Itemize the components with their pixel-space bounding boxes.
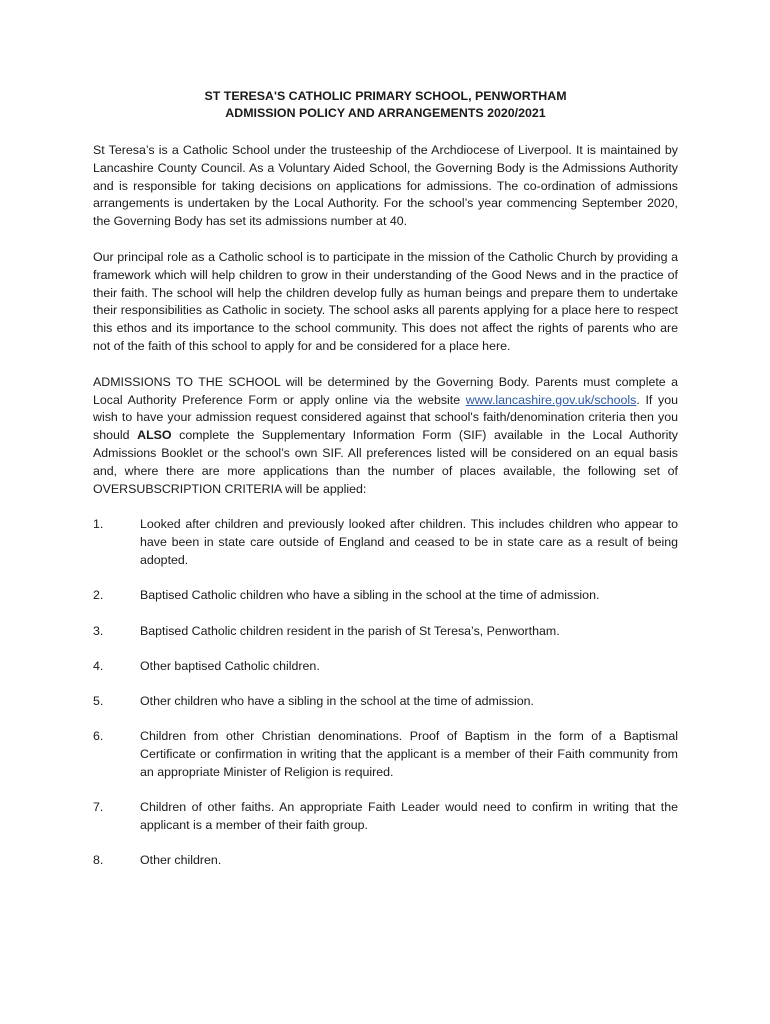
criteria-number: 1. bbox=[93, 517, 104, 532]
criteria-item bbox=[93, 658, 678, 676]
intro-paragraph: St Teresa’s is a Catholic School under the trusteeship of the Archdiocese of Liverpool. It is maintained by Lancashire County Council. As a Voluntary Aided School, the Governing Body is the Admissions Authority and is responsible for taking decisions on applications for admissions. The co-ordination of admissions arrangements is undertaken by the Local Authority. For the school’s year commencing September 2020, the Governing Body has set its admissions number at 40. bbox=[93, 143, 678, 229]
mission-paragraph: Our principal role as a Catholic school is to participate in the mission of the Catholic Church by providing a framework which will help children to grow in their understanding of the Good News and in the practice of their faith. The school will help the children develop fully as human beings and prepare them to undertake their responsibilities as Catholic in society. The school asks all parents applying for a place here to respect this ethos and its importance to the school community. This does not affect the rights of parents who are not of the faith of this school to apply for and be considered for a place here. bbox=[93, 249, 678, 353]
admissions-paragraph bbox=[93, 374, 678, 499]
admissions-text-3: complete the Supplementary Information Form (SIF) available in the Local Authority Admissions Booklet or the school’s own SIF. All preferences listed will be considered on an equal basis and, where there are more applications than the number of places available, the following set of OVERSUBSCRIPTION CRITERIA will be applied: bbox=[93, 428, 678, 496]
criteria-number: 7. bbox=[93, 800, 104, 815]
criteria-number: 8. bbox=[93, 853, 104, 868]
criteria-number: 6. bbox=[93, 729, 104, 744]
title-line-1: ST TERESA'S CATHOLIC PRIMARY SCHOOL, PENWORTHAM bbox=[204, 89, 567, 103]
criteria-number: 5. bbox=[93, 694, 104, 709]
criteria-number: 3. bbox=[93, 623, 104, 638]
admissions-text-1: ADMISSIONS TO THE SCHOOL will be determined by the Governing Body. Parents must complete a Local Authority Preference Form or apply online via the website bbox=[93, 374, 678, 407]
criteria-text: Looked after children and previously looked after children. This includes children who appear to have been in state care outside of England and ceased to be in state care as a result of being adopted. bbox=[140, 517, 678, 567]
criteria-text: Other children. bbox=[140, 853, 222, 868]
criteria-text: Other children who have a sibling in the school at the time of admission. bbox=[140, 694, 534, 709]
criteria-item bbox=[93, 799, 678, 835]
criteria-text: Children from other Christian denominations. Proof of Baptism in the form of a Baptismal Certificate or confirmation in writing that the applicant is a member of their Faith community from an appropriate Minister of Religion is required. bbox=[140, 729, 678, 780]
criteria-text: Other baptised Catholic children. bbox=[140, 658, 320, 673]
document-page bbox=[93, 88, 678, 888]
oversubscription-criteria-list bbox=[93, 516, 678, 870]
criteria-number: 2. bbox=[93, 588, 104, 603]
criteria-text: Baptised Catholic children resident in the parish of St Teresa’s, Penwortham. bbox=[140, 623, 560, 638]
criteria-item bbox=[93, 852, 678, 870]
admissions-text-2: . If you wish to have your admission request considered against that school's faith/denomination criteria then you should bbox=[93, 392, 678, 443]
criteria-item bbox=[93, 587, 678, 605]
criteria-item bbox=[93, 623, 678, 641]
lancashire-schools-link[interactable]: www.lancashire.gov.uk/schools bbox=[465, 392, 637, 407]
criteria-item bbox=[93, 728, 678, 781]
page-title bbox=[93, 88, 678, 122]
criteria-text: Children of other faiths. An appropriate Faith Leader would need to confirm in writing that the applicant is a member of their faith group. bbox=[140, 800, 678, 833]
criteria-number: 4. bbox=[93, 658, 104, 673]
criteria-text: Baptised Catholic children who have a sibling in the school at the time of admission. bbox=[140, 588, 600, 603]
also-emphasis: ALSO bbox=[137, 428, 172, 443]
title-line-2: ADMISSION POLICY AND ARRANGEMENTS 2020/2021 bbox=[225, 106, 546, 120]
criteria-item bbox=[93, 693, 678, 711]
criteria-item bbox=[93, 516, 678, 569]
